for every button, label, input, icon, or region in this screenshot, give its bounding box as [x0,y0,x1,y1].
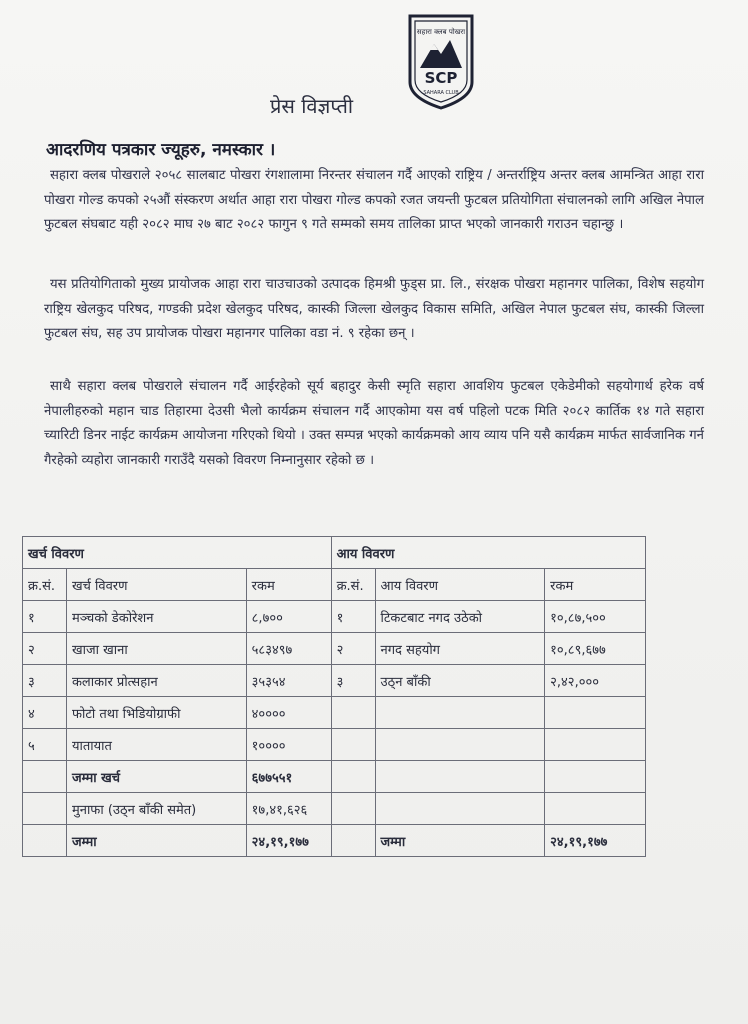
income-sn [331,729,375,761]
paragraph-intro: सहारा क्लब पोखराले २०५८ सालबाट पोखरा रंगशालामा निरन्तर संचालन गर्दै आएको राष्ट्रिय / अन्तर्राष्ट्रिय अन्तर क्लब आमन्त्रित आहा रारा पोखरा गोल्ड कपको २५औं संस्करण अर्थात आहा रारा पोखरा गोल्ड कपको रजत जयन्ती फुटबल प्रतियोगिता संचालनको लागि अखिल नेपाल फुटबल संघबाट यही २०८२ माघ २७ बाट २०८२ फागुन ९ गते सम्मको समय तालिका प्राप्त भएको जानकारी गराउन चहान्छु । [44,168,704,232]
expense-sn: ५ [23,729,67,761]
col-header-expense-amount: रकम [246,569,331,601]
expense-section-title: खर्च विवरण [23,537,332,569]
expense-desc: फोटो तथा भिडियोग्राफी [66,697,246,729]
club-logo [404,12,478,112]
table-row [23,697,646,729]
grand-total-income-label: जम्मा [375,825,545,857]
logo-initials: SCP [424,69,458,87]
expense-amount: ३५३५४ [246,665,331,697]
expense-amount: १०००० [246,729,331,761]
table-row [23,665,646,697]
income-expense-table [22,536,646,857]
page-title: प्रेस विज्ञप्ती [270,94,354,118]
expense-desc: कलाकार प्रोत्सहान [66,665,246,697]
income-amount [545,729,646,761]
logo-banner: SAHARA CLUB [423,90,459,96]
income-sn: ३ [331,665,375,697]
salutation: आदरणिय पत्रकार ज्यूहरु, नमस्कार । [46,140,276,160]
expense-sn: २ [23,633,67,665]
income-desc [375,697,545,729]
col-header-income-sn: क्र.सं. [331,569,375,601]
col-header-expense-sn: क्र.सं. [23,569,67,601]
income-sn: २ [331,633,375,665]
logo-arc-text: सहारा क्लब पोखरा [416,28,466,36]
total-expense-value: ६७७५५१ [246,761,331,793]
income-amount: १०,८९,६७७ [545,633,646,665]
income-desc: नगद सहयोग [375,633,545,665]
table-row [23,729,646,761]
expense-desc: यातायात [66,729,246,761]
table-column-header [23,569,646,601]
income-desc: टिकटबाट नगद उठेको [375,601,545,633]
col-header-expense-desc: खर्च विवरण [66,569,246,601]
expense-amount: ४०००० [246,697,331,729]
expense-desc: खाजा खाना [66,633,246,665]
paragraph-charity: साथै सहारा क्लब पोखराले संचालन गर्दै आईरहेको सूर्य बहादुर केसी स्मृति सहारा आवशिय फुटबल एकेडेमीको सहयोगार्थ हरेक वर्ष नेपालीहरुको महान चाड तिहारमा देउसी भैलो कार्यक्रम संचालन गर्दै आएकोमा यस वर्ष पहिलो पटक मिति २०८२ कार्तिक १४ गते सहारा च्यारिटी डिनर नाईट कार्यक्रम आयोजना गरिएको थियो । उक्त सम्पन्न भएको कार्यक्रमको आय व्याय पनि यसै कार्यक्रम मार्फत सार्वजानिक गर्न गैरहेको व्यहोरा जानकारी गराउँदै यसको विवरण निम्नानुसार रहेको छ । [44,379,704,468]
grand-total-income-value: २४,१९,१७७ [545,825,646,857]
expense-sn: ३ [23,665,67,697]
table-row [23,633,646,665]
income-sn [331,697,375,729]
income-amount: २,४२,००० [545,665,646,697]
profit-label: मुनाफा (उठ्न बाँकी समेत) [66,793,246,825]
total-expense-row [23,761,646,793]
grand-total-row [23,825,646,857]
table-row [23,601,646,633]
expense-sn: १ [23,601,67,633]
income-desc: उठ्न बाँकी [375,665,545,697]
income-section-title: आय विवरण [331,537,645,569]
paragraph-sponsors: यस प्रतियोगिताको मुख्य प्रायोजक आहा रारा चाउचाउको उत्पादक हिमश्री फुड्स प्रा. लि., संरक्षक पोखरा महानगर पालिका, विशेष सहयोग राष्ट्रिय खेलकुद परिषद, गण्डकी प्रदेश खेलकुद परिषद, कास्की जिल्ला खेलकुद विकास समिति, अखिल नेपाल फुटबल संघ, कास्की जिल्ला फुटबल संघ, सह उप प्रायोजक पोखरा महानगर पालिका वडा नं. ९ रहेका छन् । [44,277,704,341]
expense-desc: मञ्चको डेकोरेशन [66,601,246,633]
col-header-income-desc: आय विवरण [375,569,545,601]
income-desc [375,729,545,761]
table-section-header [23,537,646,569]
profit-value: १७,४१,६२६ [246,793,331,825]
total-expense-label: जम्मा खर्च [66,761,246,793]
income-amount: १०,८७,५०० [545,601,646,633]
col-header-income-amount: रकम [545,569,646,601]
expense-sn: ४ [23,697,67,729]
grand-total-expense-value: २४,१९,१७७ [246,825,331,857]
expense-amount: ८,७०० [246,601,331,633]
expense-amount: ५८३४९७ [246,633,331,665]
income-sn: १ [331,601,375,633]
grand-total-expense-label: जम्मा [66,825,246,857]
profit-row [23,793,646,825]
income-amount [545,697,646,729]
